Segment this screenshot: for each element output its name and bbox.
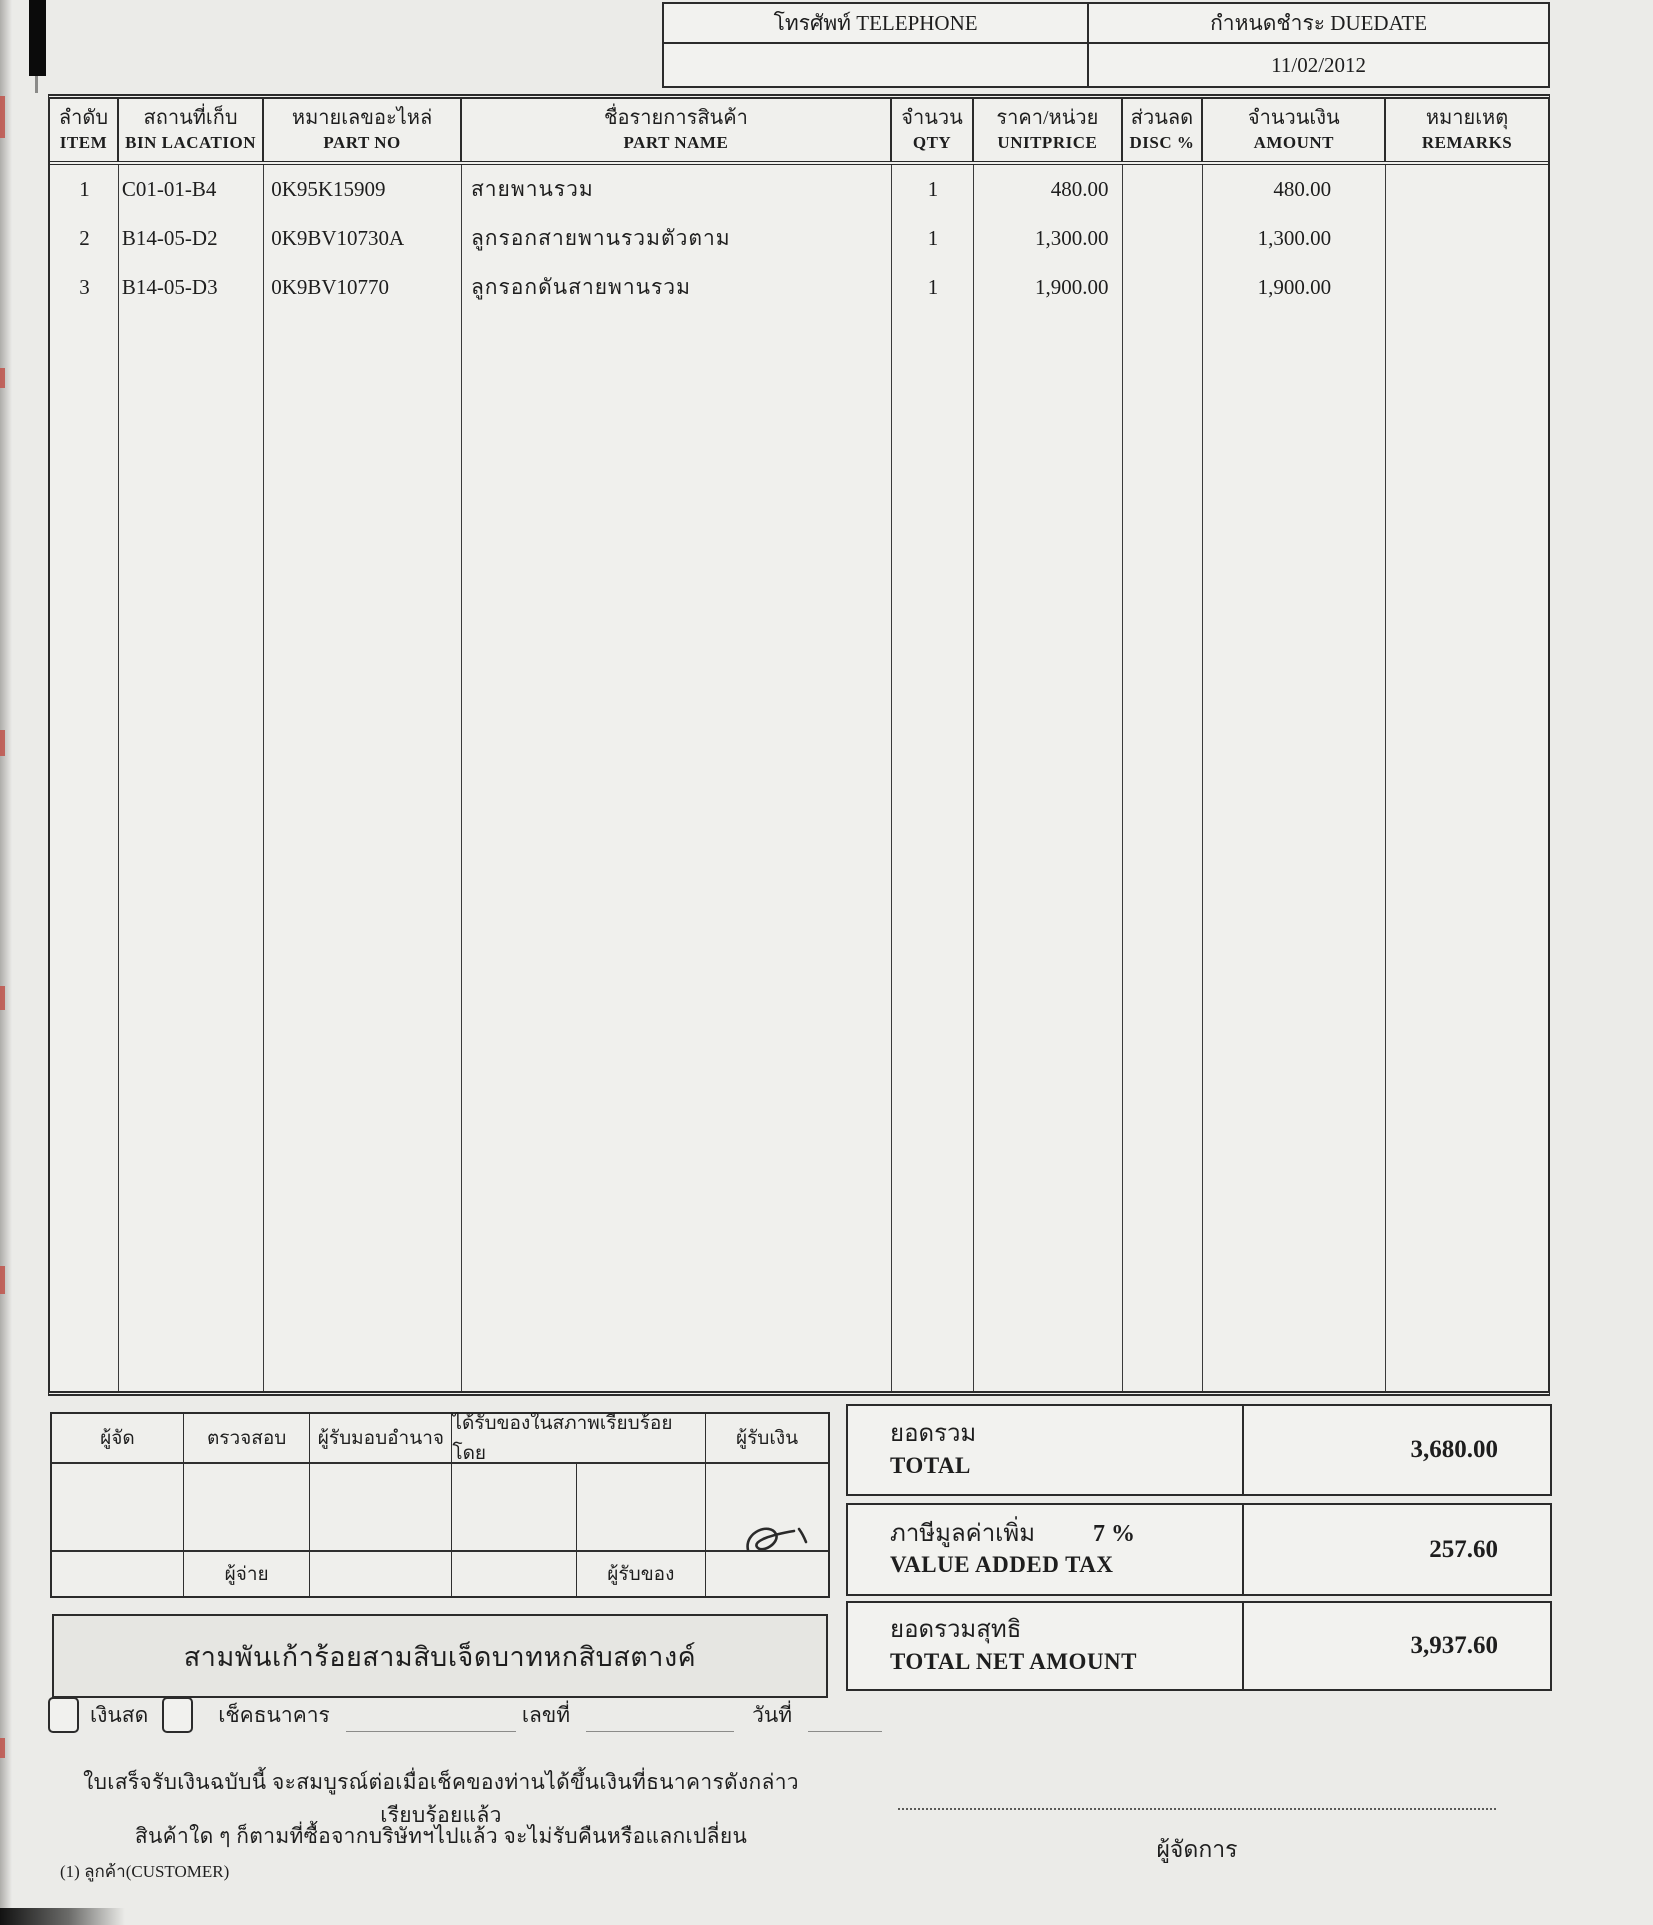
table-row bbox=[50, 165, 1548, 214]
cell-amount: 1,300.00 bbox=[1257, 226, 1332, 250]
cash-label: เงินสด bbox=[90, 1702, 149, 1727]
scan-red-mark bbox=[0, 96, 5, 138]
cell-qty: 1 bbox=[927, 226, 939, 250]
duedate-value: 11/02/2012 bbox=[1271, 52, 1367, 77]
sig-cell-empty bbox=[52, 1550, 184, 1596]
date-blank-line bbox=[808, 1706, 882, 1732]
cell-amount: 480.00 bbox=[1273, 177, 1332, 201]
column-rule-lines bbox=[50, 165, 1548, 1391]
cell-unitprice: 1,300.00 bbox=[1035, 226, 1109, 250]
number-blank-line bbox=[586, 1706, 734, 1732]
cell-remarks bbox=[1386, 263, 1548, 312]
col-header-bin-location: สถานที่เก็บ BIN LACATION bbox=[119, 99, 264, 161]
cell-disc bbox=[1123, 165, 1204, 214]
col-header-amount: จำนวนเงิน AMOUNT bbox=[1203, 99, 1386, 161]
scan-bottom-strip bbox=[0, 1908, 125, 1925]
sig-cell-empty bbox=[52, 1464, 184, 1550]
cell-qty: 1 bbox=[927, 275, 939, 299]
total-row bbox=[846, 1404, 1552, 1496]
telephone-duedate-box bbox=[662, 2, 1550, 88]
amount-in-words-box: สามพันเก้าร้อยสามสิบเจ็ดบาทหกสิบสตางค์ bbox=[52, 1614, 828, 1698]
cell-part-no: 0K95K15909 bbox=[271, 177, 386, 201]
cheque-date-label: วันที่ bbox=[752, 1702, 793, 1727]
vat-value: 257.60 bbox=[1429, 1535, 1498, 1563]
customer-copy-label: (1) ลูกค้า(CUSTOMER) bbox=[60, 1862, 230, 1881]
cell-part-name: สายพานรวม bbox=[470, 177, 594, 201]
telephone-value bbox=[664, 44, 1089, 86]
net-total-label: ยอดรวมสุทธิ TOTAL NET AMOUNT bbox=[848, 1603, 1244, 1689]
col-header-unitprice: ราคา/หน่วย UNITPRICE bbox=[974, 99, 1122, 161]
sig-payer-label: ผู้จ่าย bbox=[184, 1550, 310, 1596]
cheque-blank-line bbox=[346, 1706, 516, 1732]
table-row bbox=[50, 263, 1548, 312]
footer-note-line2: สินค้าใด ๆ ก็ตามที่ซื้อจากบริษัทฯไปแล้ว จะไม่รับคืนหรือแลกเปลี่ยน bbox=[134, 1824, 748, 1848]
cell-item: 3 bbox=[79, 275, 90, 299]
items-table-header bbox=[50, 99, 1548, 165]
manager-signature-line bbox=[898, 1786, 1496, 1810]
table-row bbox=[50, 214, 1548, 263]
vat-row bbox=[846, 1503, 1552, 1596]
duedate-header: กำหนดชำระ DUEDATE bbox=[1089, 4, 1548, 44]
col-header-qty: จำนวน QTY bbox=[892, 99, 974, 161]
items-table-body bbox=[50, 165, 1548, 1391]
col-header-part-name: ชื่อรายการสินค้า PART NAME bbox=[462, 99, 892, 161]
sig-receiver-label: ผู้รับของ bbox=[577, 1550, 707, 1596]
signature-scribble bbox=[736, 1510, 826, 1570]
sig-header-preparer: ผู้จัด bbox=[52, 1414, 184, 1464]
cell-unitprice: 1,900.00 bbox=[1035, 275, 1109, 299]
cell-bin: B14-05-D3 bbox=[121, 275, 218, 299]
cell-item: 2 bbox=[79, 226, 90, 250]
scan-red-mark bbox=[0, 730, 5, 756]
cell-remarks bbox=[1386, 165, 1548, 214]
cell-amount: 1,900.00 bbox=[1257, 275, 1332, 299]
cell-bin: C01-01-B4 bbox=[121, 177, 217, 201]
signature-table bbox=[50, 1412, 830, 1598]
sig-cell-empty bbox=[310, 1550, 452, 1596]
scan-black-bar bbox=[29, 0, 46, 76]
sig-cell-empty bbox=[577, 1464, 707, 1550]
cell-disc bbox=[1123, 214, 1204, 263]
telephone-header: โทรศัพท์ TELEPHONE bbox=[664, 4, 1089, 44]
cell-remarks bbox=[1386, 214, 1548, 263]
payment-method-line bbox=[48, 1692, 888, 1738]
cheque-checkbox bbox=[162, 1697, 193, 1733]
scan-red-mark bbox=[0, 986, 5, 1010]
scan-red-mark bbox=[0, 1266, 5, 1294]
scan-black-bar-tail bbox=[35, 76, 38, 93]
cheque-number-label: เลขที่ bbox=[521, 1702, 571, 1727]
sig-header-received-good-condition: ได้รับของในสภาพเรียบร้อยโดย bbox=[452, 1414, 706, 1464]
cell-part-name: ลูกรอกสายพานรวมตัวตาม bbox=[470, 226, 731, 250]
vat-rate: 7 % bbox=[1093, 1520, 1136, 1547]
cell-unitprice: 480.00 bbox=[1050, 177, 1109, 201]
cell-bin: B14-05-D2 bbox=[121, 226, 218, 250]
vat-label: ภาษีมูลค่าเพิ่ม 7 % VALUE ADDED TAX bbox=[848, 1505, 1244, 1594]
net-total-row bbox=[846, 1601, 1552, 1691]
cell-part-no: 0K9BV10730A bbox=[271, 226, 405, 250]
sig-cell-empty bbox=[452, 1464, 576, 1550]
cheque-label: เช็คธนาคาร bbox=[218, 1702, 330, 1727]
items-table bbox=[48, 94, 1550, 1396]
scan-red-mark bbox=[0, 368, 5, 388]
cash-checkbox bbox=[48, 1697, 79, 1733]
sig-header-cashier: ผู้รับเงิน bbox=[706, 1414, 828, 1464]
sig-header-checker: ตรวจสอบ bbox=[184, 1414, 310, 1464]
net-total-value: 3,937.60 bbox=[1410, 1632, 1498, 1659]
sig-cell-empty bbox=[310, 1464, 452, 1550]
col-header-item: ลำดับ ITEM bbox=[50, 99, 119, 161]
sig-header-authorized: ผู้รับมอบอำนาจ bbox=[310, 1414, 452, 1464]
total-label: ยอดรวม TOTAL bbox=[848, 1406, 1244, 1494]
manager-label: ผู้จัดการ bbox=[1156, 1837, 1238, 1862]
footer-note-line1: ใบเสร็จรับเงินฉบับนี้ จะสมบูรณ์ต่อเมื่อเช็คของท่านได้ขึ้นเงินที่ธนาคารดังกล่าวเรียบร้อยแล้ว bbox=[83, 1770, 799, 1827]
scan-edge-shadow bbox=[0, 0, 12, 1925]
col-header-disc: ส่วนลด DISC % bbox=[1123, 99, 1204, 161]
cell-part-name: ลูกรอกดันสายพานรวม bbox=[470, 275, 691, 299]
cell-qty: 1 bbox=[927, 177, 939, 201]
cell-part-no: 0K9BV10770 bbox=[271, 275, 390, 299]
sig-cell-empty bbox=[184, 1464, 310, 1550]
scan-red-mark bbox=[0, 1738, 5, 1758]
sig-cell-empty bbox=[452, 1550, 576, 1596]
col-header-remarks: หมายเหตุ REMARKS bbox=[1421, 107, 1513, 153]
sig-cell-cashier-signature bbox=[706, 1464, 828, 1550]
total-value: 3,680.00 bbox=[1410, 1436, 1498, 1463]
items-rows bbox=[50, 165, 1548, 312]
cell-disc bbox=[1123, 263, 1204, 312]
col-header-part-no: หมายเลขอะไหล่ PART NO bbox=[264, 99, 462, 161]
cell-item: 1 bbox=[79, 177, 90, 201]
